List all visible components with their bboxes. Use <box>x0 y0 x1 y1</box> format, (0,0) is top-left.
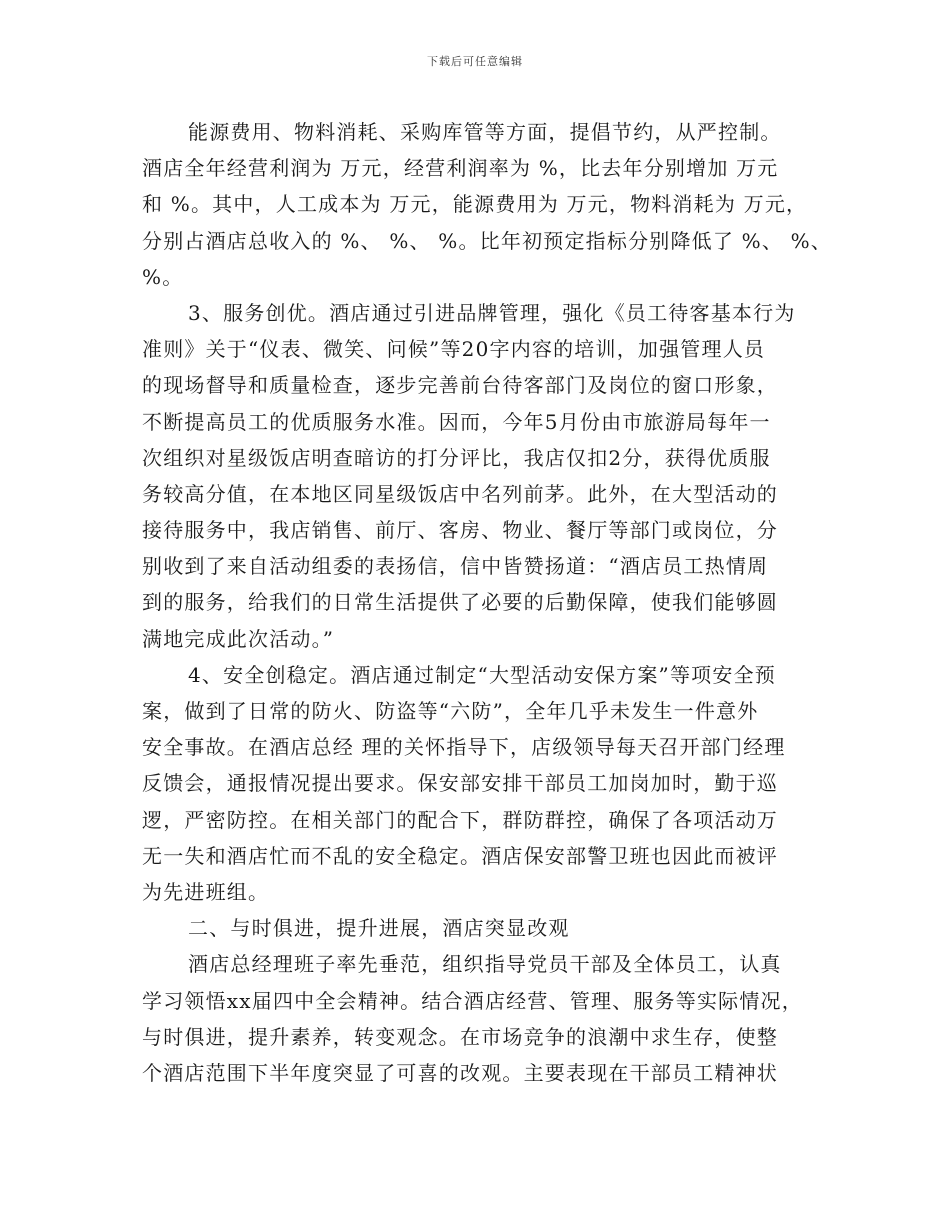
text-line: 务较高分值，在本地区同星级饭店中名列前茅。此外，在大型活动的 <box>142 481 778 506</box>
text-line: 接待服务中，我店销售、前厅、客房、物业、餐厅等部门或岗位，分 <box>142 518 778 543</box>
text-line: 逻，严密防控。在相关部门的配合下，群防群控，确保了各项活动万 <box>142 807 778 832</box>
document-body <box>142 114 833 1091</box>
page-header: 下载后可任意编辑 <box>427 55 523 68</box>
text-line: 能源费用、物料消耗、采购库管等方面，提倡节约，从严控制。 <box>188 120 782 144</box>
text-line: 分别占酒店总收入的 %、 %、 %。比年初预定指标分别降低了 %、 %、 <box>142 228 833 253</box>
text-line: 到的服务，给我们的日常生活提供了必要的后勤保障，使我们能够圆 <box>142 590 778 615</box>
text-line: 二、与时俱进，提升进展，酒店突显改观 <box>188 916 570 941</box>
text-line: 无一失和酒店忙而不乱的安全稳定。酒店保安部警卫班也因此而被评 <box>142 843 778 868</box>
text-line: 和 %。其中，人工成本为 万元，能源费用为 万元，物料消耗为 万元， <box>142 192 808 217</box>
text-line: 反馈会，通报情况提出要求。保安部安排干部员工加岗加时，勤于巡 <box>142 771 778 796</box>
text-line: 案，做到了日常的防火、防盗等“六防”，全年几乎未发生一件意外 <box>142 699 759 723</box>
text-line: 与时俱进，提升素养，转变观念。在市场竞争的浪潮中求生存，使整 <box>142 1024 778 1049</box>
text-line: 满地完成此次活动。” <box>142 626 335 651</box>
text-line: 学习领悟xx届四中全会精神。结合酒店经营、管理、服务等实际情况， <box>142 988 803 1013</box>
text-line: 酒店总经理班子率先垂范，组织指导党员干部及全体员工，认真 <box>188 952 782 977</box>
text-line: 4、安全创稳定。酒店通过制定“大型活动安保方案”等项安全预 <box>188 662 776 687</box>
text-line: 3、服务创优。酒店通过引进品牌管理，强化《员工待客基本行为 <box>188 300 796 325</box>
text-line: 准则》关于“仪表、微笑、问候”等20字内容的培训，加强管理人员 <box>142 337 766 362</box>
text-line: 个酒店范围下半年度突显了可喜的改观。主要表现在干部员工精神状 <box>142 1060 778 1085</box>
text-line: 不断提高员工的优质服务水准。因而，今年5月份由市旅游局每年一 <box>142 409 771 434</box>
text-line: 安全事故。在酒店总经 理的关怀指导下，店级领导每天召开部门经理 <box>142 735 786 760</box>
text-line: 的现场督导和质量检查，逐步完善前台待客部门及岗位的窗口形象， <box>142 373 778 398</box>
text-line: 次组织对星级饭店明查暗访的打分评比，我店仅扣2分，获得优质服 <box>142 445 771 470</box>
text-line: 酒店全年经营利润为 万元，经营利润率为 %，比去年分别增加 万元 <box>142 156 779 181</box>
text-line: 别收到了来自活动组委的表扬信，信中皆赞扬道：“酒店员工热情周 <box>142 554 769 579</box>
text-line: %。 <box>142 264 184 289</box>
text-line: 为先进班组。 <box>142 879 270 904</box>
